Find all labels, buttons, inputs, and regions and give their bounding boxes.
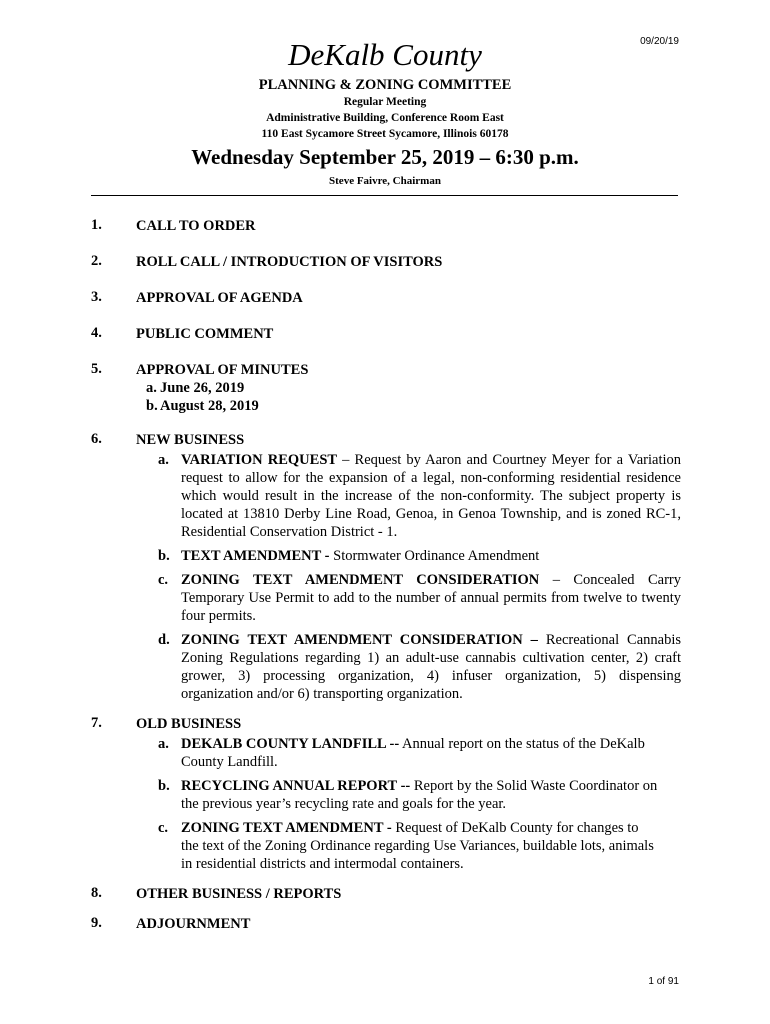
chairman: Steve Faivre, Chairman <box>329 175 441 187</box>
agenda-item <box>91 325 681 343</box>
subitem-text: Recreational Cannabis Zoning Regulations regarding 1) an adult-use cannabis cultivation center, 2) craft grower, 3) processing organization, 4) infuser organization, 5) dispensing organization and/or 6) transporting organization. <box>181 632 681 702</box>
subitem-letter: b. <box>146 398 158 414</box>
agenda-item-number: 9. <box>91 915 102 931</box>
agenda-sublist <box>158 451 681 703</box>
document-header <box>0 36 770 189</box>
subitem-lead: June 26, 2019 <box>160 380 245 396</box>
agenda-item <box>91 885 681 903</box>
agenda-item-title: OLD BUSINESS <box>136 716 242 732</box>
agenda-subitem <box>136 397 681 415</box>
agenda-item-title: ADJOURNMENT <box>136 916 251 932</box>
agenda-item-title: NEW BUSINESS <box>136 432 245 448</box>
agenda-subitem <box>158 451 681 541</box>
agenda-item <box>91 431 681 703</box>
subitem-lead: August 28, 2019 <box>160 398 259 414</box>
document-date: 09/20/19 <box>640 36 679 47</box>
agenda-item-title: ROLL CALL / INTRODUCTION OF VISITORS <box>136 254 443 270</box>
agenda-subitem <box>158 777 658 813</box>
agenda-sublist <box>136 379 681 415</box>
subitem-lead: DEKALB COUNTY LANDFILL -- <box>181 736 400 752</box>
agenda-list <box>91 217 681 933</box>
subitem-lead: VARIATION REQUEST <box>181 452 338 468</box>
agenda-subitem <box>136 379 681 397</box>
subitem-text: Report by the Solid Waste Coordinator on the previous year’s recycling rate and goals for the year. <box>181 778 658 812</box>
agenda-item <box>91 715 681 873</box>
agenda-item-title: APPROVAL OF AGENDA <box>136 290 303 306</box>
subitem-lead: ZONING TEXT AMENDMENT CONSIDERATION – <box>181 632 538 648</box>
agenda-item <box>91 289 681 307</box>
agenda-item-title: APPROVAL OF MINUTES <box>136 362 309 378</box>
meeting-type: Regular Meeting <box>343 96 427 108</box>
agenda-subitem <box>158 819 658 873</box>
subitem-letter: a. <box>146 380 157 396</box>
agenda-item-number: 8. <box>91 885 102 901</box>
agenda-item-title: PUBLIC COMMENT <box>136 326 274 342</box>
subitem-text: Annual report on the status of the DeKalb County Landfill. <box>181 736 645 770</box>
agenda-item-number: 2. <box>91 253 102 269</box>
agenda-item <box>91 253 681 271</box>
agenda-item-number: 6. <box>91 431 102 447</box>
subitem-lead: TEXT AMENDMENT - <box>181 548 330 564</box>
subitem-letter: c. <box>158 820 169 836</box>
subitem-lead: RECYCLING ANNUAL REPORT -- <box>181 778 411 794</box>
page-number: 1 of 91 <box>648 976 679 987</box>
meeting-location: Administrative Building, Conference Room East <box>266 112 504 124</box>
subitem-letter: a. <box>158 452 169 468</box>
agenda-item-title: OTHER BUSINESS / REPORTS <box>136 886 342 902</box>
agenda-item-title: CALL TO ORDER <box>136 218 256 234</box>
agenda-item <box>91 915 681 933</box>
meeting-address: 110 East Sycamore Street Sycamore, Illinois 60178 <box>261 128 509 140</box>
subitem-letter: c. <box>158 572 169 588</box>
agenda-subitem <box>158 547 681 565</box>
subitem-letter: b. <box>158 778 170 794</box>
agenda-subitem <box>158 571 681 625</box>
subitem-lead: ZONING TEXT AMENDMENT - <box>181 820 392 836</box>
meeting-date: Wednesday September 25, 2019 – 6:30 p.m. <box>191 145 579 169</box>
subitem-letter: b. <box>158 548 170 564</box>
subitem-lead: ZONING TEXT AMENDMENT CONSIDERATION <box>181 572 540 588</box>
agenda-item-number: 5. <box>91 361 102 377</box>
county-title: DeKalb County <box>288 37 482 72</box>
subitem-text: Stormwater Ordinance Amendment <box>329 548 540 564</box>
agenda-sublist <box>158 735 658 873</box>
subitem-text: – Concealed Carry Temporary Use Permit to add to the number of annual permits from twelve to twenty four permits. <box>181 572 681 624</box>
agenda-item <box>91 361 681 415</box>
agenda-item <box>91 217 681 235</box>
agenda-item-number: 7. <box>91 715 102 731</box>
agenda-subitem <box>158 631 681 703</box>
subitem-letter: a. <box>158 736 169 752</box>
subitem-text: Request of DeKalb County for changes to the text of the Zoning Ordinance regarding Use Variances, buildable lots, animals in residential districts and intermodal containers. <box>181 820 654 872</box>
agenda-item-number: 1. <box>91 217 102 233</box>
agenda-item-number: 3. <box>91 289 102 305</box>
agenda-subitem <box>158 735 658 771</box>
agenda-item-number: 4. <box>91 325 102 341</box>
committee-name: PLANNING & ZONING COMMITTEE <box>258 77 512 93</box>
subitem-letter: d. <box>158 632 170 648</box>
header-divider <box>91 195 678 196</box>
subitem-text: – Request by Aaron and Courtney Meyer for a Variation request to allow for the expansion of a legal, non-conforming residential residence which would result in the increase of the non-conformity. The subject property is located at 13810 Derby Line Road, Genoa, in Genoa Township, and is zoned RC-1, Residential Conservation District - 1. <box>181 452 682 540</box>
